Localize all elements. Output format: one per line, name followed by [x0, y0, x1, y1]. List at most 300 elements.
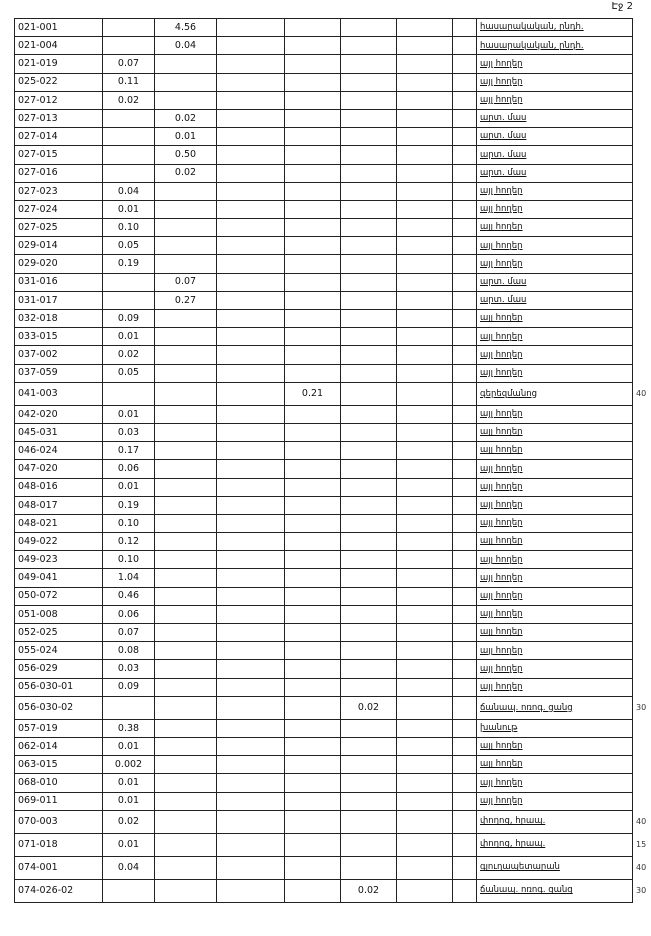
- area-col-1-cell: [103, 382, 155, 405]
- area-col-4-cell: [285, 642, 341, 660]
- parcel-code-cell: 069-011: [15, 792, 103, 810]
- spacer-cell: [453, 514, 477, 532]
- area-col-2-cell: 0.02: [155, 109, 217, 127]
- spacer-cell: [453, 364, 477, 382]
- area-col-6-cell: [397, 164, 453, 182]
- area-col-4-cell: [285, 678, 341, 696]
- table-row: [15, 442, 633, 460]
- area-col-4-cell: [285, 200, 341, 218]
- area-col-3-cell: [217, 109, 285, 127]
- spacer-cell: [453, 310, 477, 328]
- table-row: [15, 109, 633, 127]
- area-col-3-cell: [217, 833, 285, 856]
- parcel-code-cell: 048-017: [15, 496, 103, 514]
- area-col-4-cell: [285, 37, 341, 55]
- land-type-cell: հասարակական, ընդհ.: [477, 19, 633, 37]
- area-col-6-cell: [397, 833, 453, 856]
- area-col-1-cell: 0.12: [103, 533, 155, 551]
- area-col-6-cell: [397, 605, 453, 623]
- area-col-6-cell: [397, 19, 453, 37]
- parcel-code-cell: 021-004: [15, 37, 103, 55]
- area-col-5-cell: [341, 310, 397, 328]
- parcel-code-cell: 027-012: [15, 91, 103, 109]
- spacer-cell: [453, 19, 477, 37]
- parcel-code-cell: 048-016: [15, 478, 103, 496]
- spacer-cell: [453, 328, 477, 346]
- area-col-1-cell: 0.19: [103, 255, 155, 273]
- area-col-1-cell: 0.06: [103, 605, 155, 623]
- parcel-code-cell: 048-021: [15, 514, 103, 532]
- area-col-3-cell: [217, 200, 285, 218]
- land-type-cell: այլ հողեր: [477, 624, 633, 642]
- area-col-3-cell: [217, 879, 285, 902]
- area-col-1-cell: 0.04: [103, 856, 155, 879]
- area-col-6-cell: [397, 642, 453, 660]
- area-col-2-cell: [155, 219, 217, 237]
- area-col-2-cell: [155, 255, 217, 273]
- land-type-cell: արտ. մաս: [477, 164, 633, 182]
- area-col-2-cell: [155, 719, 217, 737]
- land-type-cell: այլ հողեր: [477, 642, 633, 660]
- margin-note: 30: [636, 885, 647, 895]
- area-col-4-cell: [285, 569, 341, 587]
- area-col-6-cell: [397, 678, 453, 696]
- area-col-3-cell: [217, 478, 285, 496]
- table-row: [15, 200, 633, 218]
- area-col-1-cell: 0.09: [103, 678, 155, 696]
- area-col-1-cell: [103, 164, 155, 182]
- parcel-code-cell: 071-018: [15, 833, 103, 856]
- table-row: [15, 624, 633, 642]
- spacer-cell: [453, 551, 477, 569]
- area-col-4-cell: [285, 496, 341, 514]
- table-row: [15, 219, 633, 237]
- area-col-6-cell: [397, 346, 453, 364]
- area-col-2-cell: [155, 642, 217, 660]
- table-row: [15, 364, 633, 382]
- parcel-code-cell: 033-015: [15, 328, 103, 346]
- spacer-cell: [453, 569, 477, 587]
- area-col-6-cell: [397, 423, 453, 441]
- parcel-code-cell: 031-016: [15, 273, 103, 291]
- land-type-cell: այլ հողեր: [477, 328, 633, 346]
- spacer-cell: [453, 382, 477, 405]
- area-col-4-cell: [285, 660, 341, 678]
- area-col-3-cell: [217, 551, 285, 569]
- area-col-6-cell: [397, 291, 453, 309]
- table-row: [15, 792, 633, 810]
- area-col-3-cell: [217, 328, 285, 346]
- area-col-4-cell: [285, 364, 341, 382]
- area-col-3-cell: [217, 533, 285, 551]
- area-col-3-cell: [217, 146, 285, 164]
- parcel-code-cell: 042-020: [15, 405, 103, 423]
- area-col-1-cell: 0.08: [103, 642, 155, 660]
- spacer-cell: [453, 879, 477, 902]
- area-col-6-cell: [397, 774, 453, 792]
- area-col-1-cell: [103, 109, 155, 127]
- area-col-2-cell: [155, 182, 217, 200]
- area-col-2-cell: [155, 478, 217, 496]
- land-type-cell: այլ հողեր: [477, 587, 633, 605]
- area-col-1-cell: 0.002: [103, 756, 155, 774]
- land-type-cell: այլ հողեր: [477, 442, 633, 460]
- area-col-5-cell: [341, 73, 397, 91]
- table-row: [15, 569, 633, 587]
- parcel-code-cell: 049-041: [15, 569, 103, 587]
- area-col-2-cell: [155, 310, 217, 328]
- spacer-cell: [453, 533, 477, 551]
- area-col-1-cell: 0.01: [103, 328, 155, 346]
- parcel-code-cell: 037-002: [15, 346, 103, 364]
- land-type-cell: այլ հողեր: [477, 605, 633, 623]
- area-col-1-cell: 0.01: [103, 792, 155, 810]
- area-col-4-cell: [285, 696, 341, 719]
- area-col-6-cell: [397, 737, 453, 755]
- area-col-2-cell: [155, 879, 217, 902]
- parcel-code-cell: 074-026-02: [15, 879, 103, 902]
- area-col-3-cell: [217, 442, 285, 460]
- area-col-2-cell: [155, 856, 217, 879]
- area-col-2-cell: [155, 382, 217, 405]
- area-col-2-cell: [155, 551, 217, 569]
- parcel-code-cell: 029-014: [15, 237, 103, 255]
- area-col-5-cell: [341, 382, 397, 405]
- area-col-6-cell: [397, 533, 453, 551]
- area-col-2-cell: [155, 496, 217, 514]
- area-col-6-cell: [397, 696, 453, 719]
- area-col-5-cell: [341, 55, 397, 73]
- area-col-6-cell: [397, 810, 453, 833]
- area-col-3-cell: [217, 737, 285, 755]
- parcel-code-cell: 025-022: [15, 73, 103, 91]
- spacer-cell: [453, 346, 477, 364]
- spacer-cell: [453, 405, 477, 423]
- table-row: [15, 255, 633, 273]
- area-col-5-cell: [341, 291, 397, 309]
- area-col-4-cell: [285, 146, 341, 164]
- area-col-1-cell: 1.04: [103, 569, 155, 587]
- area-col-3-cell: [217, 423, 285, 441]
- land-type-cell: այլ հողեր: [477, 756, 633, 774]
- area-col-4-cell: 0.21: [285, 382, 341, 405]
- area-col-3-cell: [217, 587, 285, 605]
- parcel-code-cell: 057-019: [15, 719, 103, 737]
- area-col-2-cell: [155, 605, 217, 623]
- spacer-cell: [453, 128, 477, 146]
- area-col-4-cell: [285, 879, 341, 902]
- area-col-4-cell: [285, 423, 341, 441]
- area-col-3-cell: [217, 128, 285, 146]
- area-col-4-cell: [285, 478, 341, 496]
- area-col-6-cell: [397, 109, 453, 127]
- area-col-5-cell: [341, 346, 397, 364]
- area-col-5-cell: [341, 19, 397, 37]
- parcel-code-cell: 062-014: [15, 737, 103, 755]
- area-col-5-cell: [341, 442, 397, 460]
- area-col-2-cell: 0.04: [155, 37, 217, 55]
- area-col-5-cell: [341, 587, 397, 605]
- margin-note: 15: [636, 839, 647, 849]
- parcel-code-cell: 056-029: [15, 660, 103, 678]
- area-col-1-cell: 0.04: [103, 182, 155, 200]
- table-row: [15, 478, 633, 496]
- area-col-6-cell: [397, 91, 453, 109]
- land-type-cell: այլ հողեր: [477, 737, 633, 755]
- spacer-cell: [453, 605, 477, 623]
- area-col-3-cell: [217, 774, 285, 792]
- land-type-cell: փողոց, հրապ.: [477, 810, 633, 833]
- table-row: [15, 774, 633, 792]
- area-col-3-cell: [217, 291, 285, 309]
- area-col-1-cell: 0.03: [103, 660, 155, 678]
- area-col-4-cell: [285, 792, 341, 810]
- area-col-4-cell: [285, 237, 341, 255]
- area-col-6-cell: [397, 879, 453, 902]
- area-col-5-cell: [341, 569, 397, 587]
- land-type-cell: հասարակական, ընդհ.: [477, 37, 633, 55]
- area-col-2-cell: [155, 91, 217, 109]
- area-col-6-cell: [397, 364, 453, 382]
- table-row: [15, 146, 633, 164]
- area-col-6-cell: [397, 237, 453, 255]
- parcel-code-cell: 074-001: [15, 856, 103, 879]
- land-type-cell: այլ հողեր: [477, 200, 633, 218]
- area-col-5-cell: [341, 460, 397, 478]
- spacer-cell: [453, 146, 477, 164]
- table-row: [15, 642, 633, 660]
- area-col-1-cell: 0.01: [103, 405, 155, 423]
- area-col-1-cell: [103, 879, 155, 902]
- land-type-cell: արտ. մաս: [477, 128, 633, 146]
- area-col-5-cell: [341, 219, 397, 237]
- table-row: [15, 91, 633, 109]
- land-type-cell: գերեզմանոց: [477, 382, 633, 405]
- area-col-1-cell: [103, 146, 155, 164]
- area-col-6-cell: [397, 660, 453, 678]
- land-parcel-table: [14, 18, 633, 903]
- area-col-6-cell: [397, 856, 453, 879]
- area-col-6-cell: [397, 478, 453, 496]
- spacer-cell: [453, 756, 477, 774]
- spacer-cell: [453, 642, 477, 660]
- parcel-code-cell: 037-059: [15, 364, 103, 382]
- parcel-code-cell: 055-024: [15, 642, 103, 660]
- area-col-2-cell: [155, 405, 217, 423]
- area-col-5-cell: [341, 856, 397, 879]
- parcel-code-cell: 029-020: [15, 255, 103, 273]
- area-col-3-cell: [217, 273, 285, 291]
- area-col-4-cell: [285, 737, 341, 755]
- area-col-4-cell: [285, 405, 341, 423]
- area-col-4-cell: [285, 810, 341, 833]
- area-col-3-cell: [217, 856, 285, 879]
- area-col-1-cell: [103, 291, 155, 309]
- area-col-1-cell: 0.05: [103, 237, 155, 255]
- area-col-2-cell: [155, 792, 217, 810]
- area-col-3-cell: [217, 346, 285, 364]
- area-col-5-cell: [341, 737, 397, 755]
- area-col-3-cell: [217, 164, 285, 182]
- land-type-cell: այլ հողեր: [477, 91, 633, 109]
- area-col-3-cell: [217, 569, 285, 587]
- spacer-cell: [453, 696, 477, 719]
- area-col-1-cell: 0.10: [103, 514, 155, 532]
- area-col-5-cell: [341, 642, 397, 660]
- spacer-cell: [453, 291, 477, 309]
- area-col-5-cell: [341, 678, 397, 696]
- area-col-4-cell: [285, 587, 341, 605]
- land-type-cell: այլ հողեր: [477, 364, 633, 382]
- area-col-2-cell: 0.27: [155, 291, 217, 309]
- area-col-3-cell: [217, 19, 285, 37]
- area-col-2-cell: 0.07: [155, 273, 217, 291]
- land-type-cell: այլ հողեր: [477, 551, 633, 569]
- table-row: [15, 587, 633, 605]
- area-col-6-cell: [397, 310, 453, 328]
- parcel-code-cell: 056-030-02: [15, 696, 103, 719]
- land-type-cell: այլ հողեր: [477, 182, 633, 200]
- area-col-3-cell: [217, 660, 285, 678]
- area-col-3-cell: [217, 642, 285, 660]
- area-col-6-cell: [397, 37, 453, 55]
- area-col-3-cell: [217, 364, 285, 382]
- land-type-cell: այլ հողեր: [477, 678, 633, 696]
- land-type-cell: այլ հողեր: [477, 792, 633, 810]
- table-row: [15, 879, 633, 902]
- spacer-cell: [453, 55, 477, 73]
- area-col-5-cell: [341, 719, 397, 737]
- area-col-3-cell: [217, 310, 285, 328]
- area-col-2-cell: [155, 200, 217, 218]
- spacer-cell: [453, 856, 477, 879]
- spacer-cell: [453, 109, 477, 127]
- area-col-3-cell: [217, 37, 285, 55]
- land-type-cell: այլ հողեր: [477, 405, 633, 423]
- parcel-code-cell: 027-015: [15, 146, 103, 164]
- parcel-code-cell: 063-015: [15, 756, 103, 774]
- area-col-4-cell: [285, 310, 341, 328]
- area-col-1-cell: 0.02: [103, 91, 155, 109]
- area-col-1-cell: 0.07: [103, 624, 155, 642]
- table-row: [15, 291, 633, 309]
- land-type-cell: արտ. մաս: [477, 109, 633, 127]
- land-type-cell: այլ հողեր: [477, 514, 633, 532]
- spacer-cell: [453, 737, 477, 755]
- spacer-cell: [453, 273, 477, 291]
- land-type-cell: արտ. մաս: [477, 291, 633, 309]
- land-type-cell: այլ հողեր: [477, 55, 633, 73]
- table-row: [15, 423, 633, 441]
- area-col-6-cell: [397, 624, 453, 642]
- spacer-cell: [453, 219, 477, 237]
- land-type-cell: այլ հողեր: [477, 569, 633, 587]
- area-col-5-cell: [341, 810, 397, 833]
- area-col-4-cell: [285, 533, 341, 551]
- area-col-3-cell: [217, 514, 285, 532]
- land-type-cell: այլ հողեր: [477, 496, 633, 514]
- area-col-5-cell: [341, 364, 397, 382]
- table-row: [15, 551, 633, 569]
- area-col-3-cell: [217, 792, 285, 810]
- area-col-2-cell: [155, 756, 217, 774]
- spacer-cell: [453, 37, 477, 55]
- area-col-1-cell: 0.01: [103, 478, 155, 496]
- area-col-2-cell: 4.56: [155, 19, 217, 37]
- area-col-4-cell: [285, 128, 341, 146]
- parcel-code-cell: 027-023: [15, 182, 103, 200]
- area-col-5-cell: [341, 624, 397, 642]
- area-col-4-cell: [285, 856, 341, 879]
- area-col-5-cell: [341, 200, 397, 218]
- area-col-4-cell: [285, 273, 341, 291]
- table-row: [15, 660, 633, 678]
- area-col-4-cell: [285, 55, 341, 73]
- area-col-5-cell: [341, 255, 397, 273]
- area-col-1-cell: 0.06: [103, 460, 155, 478]
- area-col-5-cell: [341, 514, 397, 532]
- margin-note: 30: [636, 702, 647, 712]
- area-col-1-cell: 0.01: [103, 200, 155, 218]
- land-type-cell: այլ հողեր: [477, 255, 633, 273]
- land-type-cell: արտ. մաս: [477, 273, 633, 291]
- table-row: [15, 55, 633, 73]
- area-col-1-cell: [103, 37, 155, 55]
- area-col-3-cell: [217, 756, 285, 774]
- area-col-6-cell: [397, 182, 453, 200]
- parcel-code-cell: 032-018: [15, 310, 103, 328]
- area-col-3-cell: [217, 460, 285, 478]
- spacer-cell: [453, 774, 477, 792]
- area-col-4-cell: [285, 442, 341, 460]
- land-type-cell: այլ հողեր: [477, 460, 633, 478]
- area-col-4-cell: [285, 73, 341, 91]
- table-row: [15, 37, 633, 55]
- area-col-2-cell: [155, 737, 217, 755]
- spacer-cell: [453, 182, 477, 200]
- area-col-5-cell: [341, 774, 397, 792]
- spacer-cell: [453, 164, 477, 182]
- table-row: [15, 328, 633, 346]
- area-col-3-cell: [217, 624, 285, 642]
- area-col-2-cell: [155, 460, 217, 478]
- area-col-4-cell: [285, 514, 341, 532]
- table-row: [15, 737, 633, 755]
- area-col-5-cell: [341, 660, 397, 678]
- area-col-3-cell: [217, 255, 285, 273]
- table-row: [15, 382, 633, 405]
- area-col-6-cell: [397, 219, 453, 237]
- area-col-5-cell: 0.02: [341, 696, 397, 719]
- parcel-code-cell: 045-031: [15, 423, 103, 441]
- area-col-5-cell: [341, 182, 397, 200]
- area-col-5-cell: [341, 273, 397, 291]
- parcel-code-cell: 068-010: [15, 774, 103, 792]
- spacer-cell: [453, 660, 477, 678]
- area-col-4-cell: [285, 460, 341, 478]
- area-col-5-cell: [341, 533, 397, 551]
- spacer-cell: [453, 833, 477, 856]
- area-col-4-cell: [285, 182, 341, 200]
- area-col-1-cell: [103, 273, 155, 291]
- parcel-code-cell: 052-025: [15, 624, 103, 642]
- table-row: [15, 514, 633, 532]
- area-col-5-cell: [341, 833, 397, 856]
- land-type-cell: այլ հողեր: [477, 423, 633, 441]
- table-row: [15, 496, 633, 514]
- area-col-3-cell: [217, 696, 285, 719]
- area-col-5-cell: [341, 792, 397, 810]
